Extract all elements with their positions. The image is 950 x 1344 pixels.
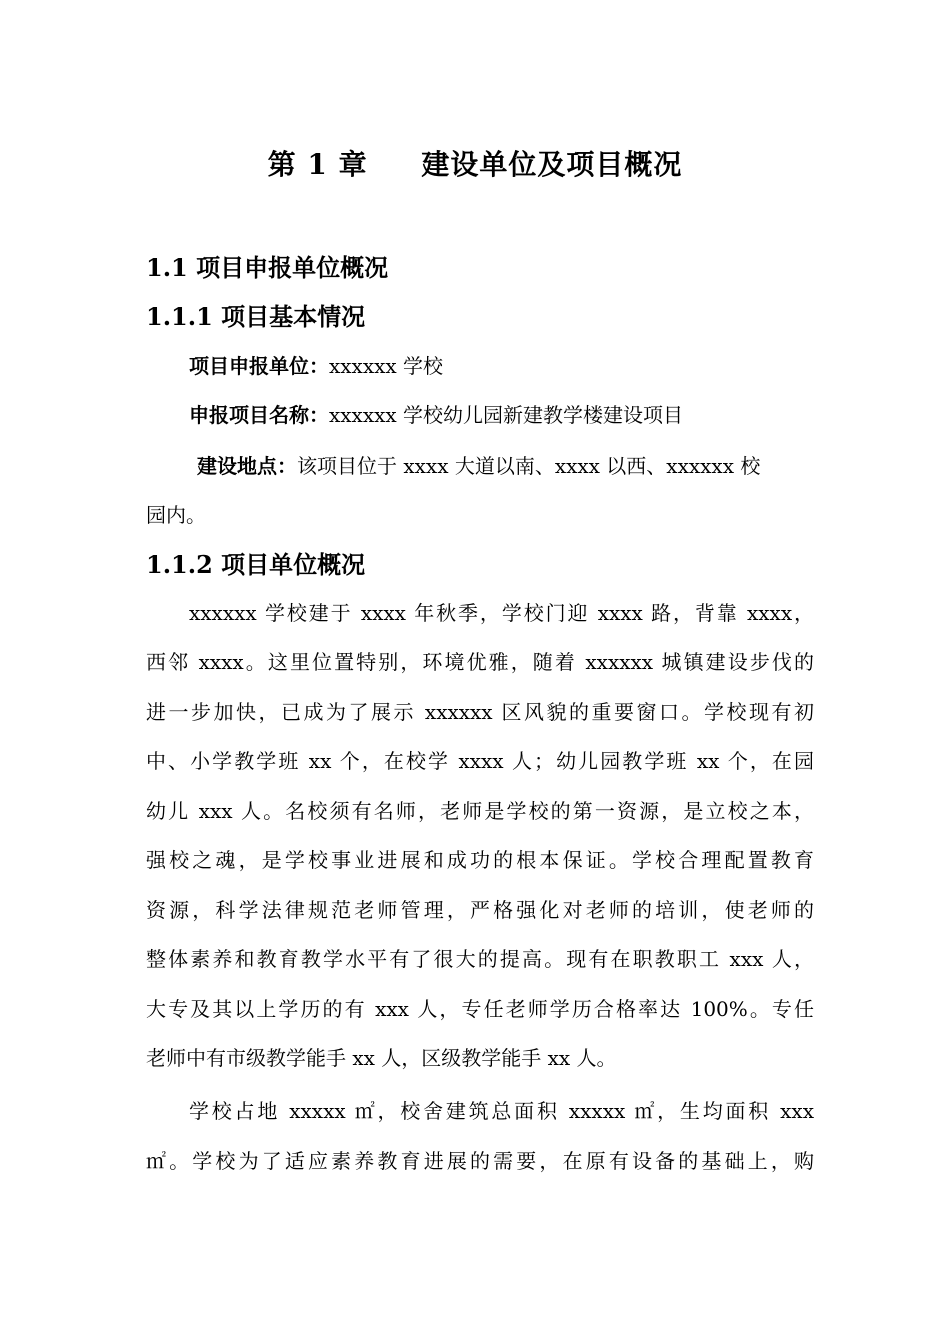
- paragraph-line: 大专及其以上学历的有 xxx 人，专任老师学历合格率达 100%。专任: [146, 997, 814, 1021]
- field-label: 建设地点：: [197, 454, 297, 478]
- section-heading-1-1-2: 1.1.2 项目单位概况: [146, 550, 366, 579]
- field-label: 项目申报单位：: [189, 354, 329, 378]
- location-continuation: 园内。: [146, 503, 206, 527]
- field-location: [197, 450, 760, 479]
- field-value: xxxxxx 学校幼儿园新建教学楼建设项目: [329, 403, 684, 427]
- paragraph-line: 西邻 xxxx。这里位置特别，环境优雅，随着 xxxxxx 城镇建设步伐的: [146, 650, 814, 674]
- paragraph-line: 进一步加快，已成为了展示 xxxxxx 区风貌的重要窗口。学校现有初: [146, 700, 814, 724]
- paragraph-line: 整体素养和教育教学水平有了很大的提高。现有在职教职工 xxx 人，: [146, 947, 814, 971]
- paragraph-line: 老师中有市级教学能手 xx 人，区级教学能手 xx 人。: [146, 1046, 617, 1070]
- chapter-title: 第 1 章 建设单位及项目概况: [267, 148, 683, 181]
- field-value: 该项目位于 xxxx 大道以南、xxxx 以西、xxxxxx 校: [297, 454, 761, 478]
- field-label: 申报项目名称：: [189, 403, 329, 427]
- section-heading-1-1: 1.1 项目申报单位概况: [146, 253, 389, 282]
- paragraph-line: 资源，科学法律规范老师管理，严格强化对老师的培训，使老师的: [146, 898, 814, 922]
- paragraph-line: xxxxxx 学校建于 xxxx 年秋季，学校门迎 xxxx 路，背靠 xxxx，: [189, 601, 814, 625]
- section-heading-1-1-1: 1.1.1 项目基本情况: [146, 302, 366, 331]
- paragraph-line: ㎡。学校为了适应素养教育进展的需要，在原有设备的基础上，购: [146, 1149, 814, 1173]
- field-applicant-unit: [189, 350, 443, 379]
- field-value: xxxxxx 学校: [329, 354, 444, 378]
- field-project-name: [189, 399, 683, 428]
- paragraph-line: 强校之魂，是学校事业进展和成功的根本保证。学校合理配置教育: [146, 848, 814, 872]
- paragraph-line: 中、小学教学班 xx 个，在校学 xxxx 人；幼儿园教学班 xx 个，在园: [146, 749, 814, 773]
- paragraph-line: 幼儿 xxx 人。名校须有名师，老师是学校的第一资源，是立校之本，: [146, 799, 814, 823]
- paragraph-line: 学校占地 xxxxx ㎡，校舍建筑总面积 xxxxx ㎡，生均面积 xxx: [189, 1099, 814, 1123]
